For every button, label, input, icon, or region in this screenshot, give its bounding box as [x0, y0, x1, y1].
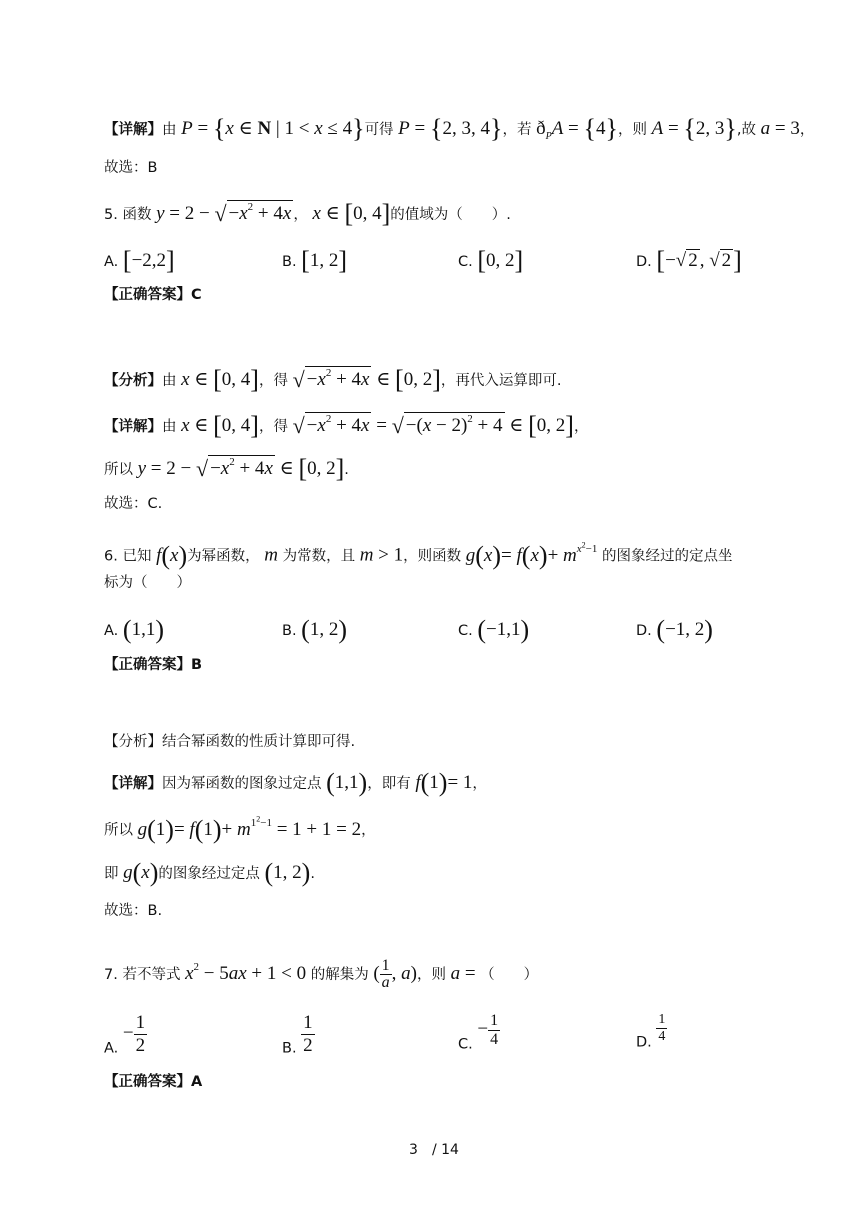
math-domain: x ∈ [0, 4] — [312, 199, 391, 228]
q6-stem-2: 标为（ ） — [104, 575, 191, 591]
math-p-value: P = {2, 3, 4} — [398, 114, 503, 143]
q6-option-c: C. (−1,1) — [458, 615, 530, 644]
q6-analysis: 【分析】结合幂函数的性质计算即可得. — [104, 734, 356, 750]
q5-option-c: C. [0, 2] — [458, 246, 524, 275]
q5-detail: 【详解】由 x ∈ [0, 4]，得 √ $-x^2 + 4x$ = √ $-(x - 2)^2 + 4$ ∈ [0, 2]， — [104, 411, 589, 440]
q7-stem: 7. 若不等式 $x^2 - 5ax + 1 < 0$ 的解集为 ( $\frac{1}{a}$ , a)，则 a = （ ） — [104, 957, 539, 991]
q6-correct: 【正确答案】B — [104, 657, 203, 673]
q6-detail: 【详解】因为幂函数的图象过定点 (1,1)，即有 f(1)= 1， — [104, 768, 487, 797]
q7-correct: 【正确答案】A — [104, 1074, 203, 1090]
q6-option-a: A. (1,1) — [104, 615, 164, 644]
math-set-p: P = {x ∈ N | 1 < x ≤ 4} — [181, 114, 365, 143]
q7-option-d: D. $\frac{1}{4}$ — [636, 1012, 666, 1051]
q6-answer: 故选：B. — [104, 903, 163, 919]
q4-answer: 故选：B — [104, 160, 158, 176]
q5-correct: 【正确答案】C — [104, 287, 202, 303]
q6-option-b: B. (1, 2) — [282, 615, 348, 644]
q7-option-a: A. − $\frac{1}{2}$ — [104, 1012, 146, 1057]
q6-stem: 6. 已知 f(x)为幂函数， m 为常数，且 m > 1，则函数 $g(x)= f(x)+ m^{x^2-1}$ 的图象经过的定点坐 — [104, 540, 733, 570]
q6-that: 即 g(x)的图象经过定点 (1, 2). — [104, 858, 315, 887]
math-a-value: a = 3 — [760, 118, 800, 139]
q5-option-a: A. [−2,2] — [104, 246, 175, 275]
q5-stem: 5. 函数 y = 2 − √ $-x^2 + 4x$ ， x ∈ [0, 4]的值域为（ ）. — [104, 199, 511, 228]
q6-so: 所以 $g(1)= f(1)+ m^{1^2-1} = 1 + 1 = 2$， — [104, 814, 376, 844]
q7-option-b: B. $\frac{1}{2}$ — [282, 1012, 313, 1057]
q5-option-b: B. [1, 2] — [282, 246, 348, 275]
page-number: 3 / 14 — [409, 1142, 459, 1158]
detail-label: 【详解】 — [104, 122, 162, 138]
q5-analysis: 【分析】由 x ∈ [0, 4]，得 √ $-x^2 + 4x$ ∈ [0, 2]，再代入运算即可. — [104, 365, 562, 394]
math-a-set: A = {2, 3} — [651, 114, 737, 143]
q5-answer: 故选：C. — [104, 496, 163, 512]
q4-detail-line: 【详解】由 P = {x ∈ N | 1 < x ≤ 4}可得 P = {2, 3, 4}，若 $ð_PA = \{4\}$，则 A = {2, 3},故 a = 3， — [104, 114, 815, 143]
math-function: y = 2 − √ $-x^2 + 4x$ — [156, 201, 292, 226]
math-complement: $ð_PA = \{4\}$ — [536, 114, 618, 143]
q6-option-d: D. (−1, 2) — [636, 615, 713, 644]
q5-so: 所以 y = 2 − √ $-x^2 + 4x$ ∈ [0, 2]. — [104, 454, 349, 483]
q7-option-c: C. − $\frac{1}{4}$ — [458, 1012, 499, 1053]
q5-option-d: D. [−√ 2 , √ 2] — [636, 246, 742, 275]
